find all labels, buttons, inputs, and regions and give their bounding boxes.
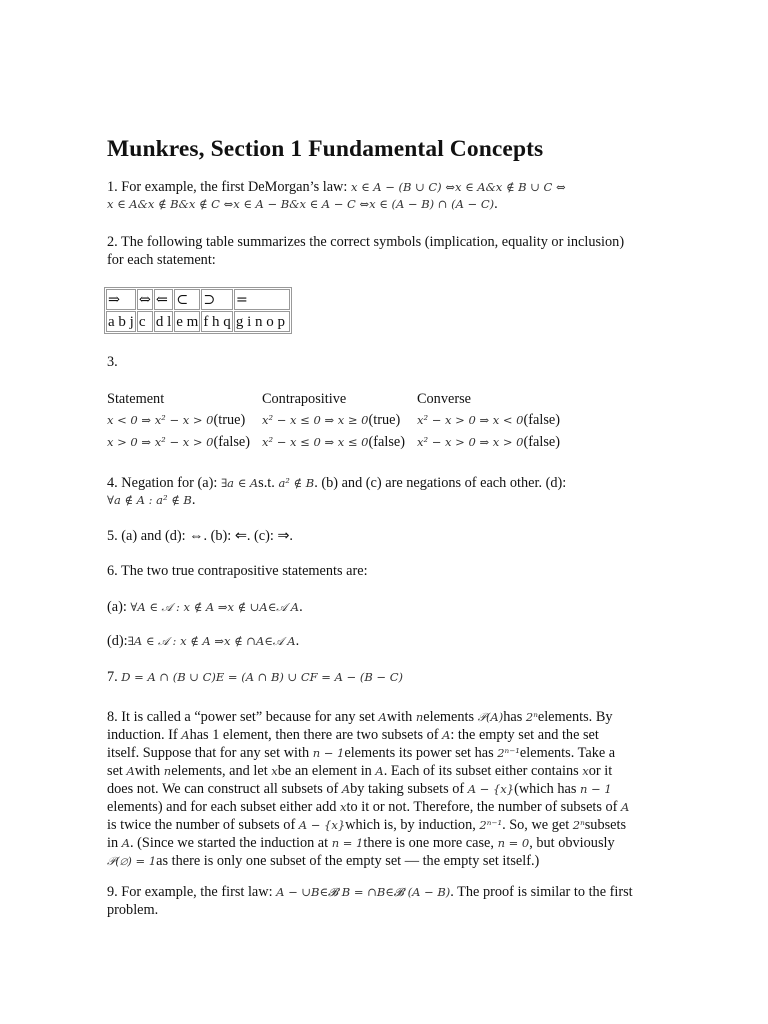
paragraph-8-text: elements xyxy=(423,709,478,725)
contrapositive-row-2 xyxy=(262,434,405,451)
converse-row-2 xyxy=(417,434,560,451)
truth-value: (false) xyxy=(368,434,406,450)
contrapositive-formula: x² − x ≤ 0 ⇒ x ≤ 0 xyxy=(262,435,369,449)
table-cell: g i n o p xyxy=(234,311,290,332)
paragraph-8-text: elements. By xyxy=(537,709,613,725)
paragraph-8-text: . So, we get xyxy=(502,817,573,833)
inline-math: 2ⁿ xyxy=(525,710,538,724)
inline-math: A − {x} xyxy=(467,782,515,796)
item-label: (d): xyxy=(107,633,128,649)
negation-formula-d: ∀a ∉ A : a² ∉ B xyxy=(107,493,192,507)
paragraph-8-line xyxy=(107,834,615,852)
table-header-cell: ⊂ xyxy=(174,289,200,310)
table-header-cell: ⇐ xyxy=(154,289,173,310)
paragraph-8-text: subsets xyxy=(584,817,627,833)
paragraph-8-text: there is one more case, xyxy=(363,835,498,851)
contrapositive-formula: x² − x ≤ 0 ⇒ x ≥ 0 xyxy=(262,413,369,427)
inline-math: 2ⁿ⁻¹ xyxy=(479,818,503,832)
truth-value: (false) xyxy=(523,434,561,450)
inline-math: A xyxy=(442,728,451,742)
paragraph-8-text: (which has xyxy=(514,781,580,797)
truth-value: (false) xyxy=(213,434,251,450)
inline-math: n − 1 xyxy=(312,746,345,760)
table-cell: a b j xyxy=(106,311,136,332)
contrapositive-a-formula: ∀A ∈ 𝒜 : x ∉ A ⇒x ∉ ∪A∈𝒜 A xyxy=(130,600,300,614)
paragraph-8-text: in xyxy=(107,835,122,851)
paragraph-9-line-2: problem. xyxy=(107,902,159,918)
paragraph-8-text: . (Since we started the induction at xyxy=(130,835,332,851)
converse-formula: x² − x > 0 ⇒ x < 0 xyxy=(417,413,524,427)
inline-math: n = 1 xyxy=(331,836,364,850)
paragraph-8-text: which is, by induction, xyxy=(345,817,480,833)
paragraph-8-text: or it xyxy=(588,763,613,779)
inline-math: n − 1 xyxy=(580,782,612,796)
truth-value: (false) xyxy=(523,412,561,428)
paragraph-8-text: . Each of its subset either contains xyxy=(383,763,583,779)
paragraph-4-line-2 xyxy=(107,491,195,509)
table-header-cell: ⇔ xyxy=(137,289,153,310)
inline-math: x xyxy=(582,764,589,778)
table-header-cell: = xyxy=(234,289,290,310)
statement-formula: x > 0 ⇒ x² − x > 0 xyxy=(107,435,214,449)
inline-math: A xyxy=(181,728,190,742)
negation-formula-a-condition: a² ∉ B xyxy=(278,476,315,490)
paragraph-1-text: 1. For example, the first DeMorgan’s law: xyxy=(107,179,351,195)
paragraph-8-text: by taking subsets of xyxy=(350,781,468,797)
paragraph-4-text: s.t. xyxy=(258,475,279,491)
paragraph-8-text: has 1 element, then there are two subsets of xyxy=(189,727,443,743)
page-title: Munkres, Section 1 Fundamental Concepts xyxy=(107,136,544,162)
symbol-table-statement-row xyxy=(106,311,290,332)
first-law-formula: A − ∪B∈𝓑 B = ∩B∈𝓑 (A − B) xyxy=(276,885,451,899)
paragraph-8-text: elements its power set has xyxy=(344,745,498,761)
inline-math: x xyxy=(340,800,347,814)
inline-math: A xyxy=(375,764,384,778)
contrapositive-d xyxy=(107,632,299,650)
statement-formula: x < 0 ⇒ x² − x > 0 xyxy=(107,413,214,427)
paragraph-8-text: set xyxy=(107,763,127,779)
table-header-cell: ⇒ xyxy=(106,289,136,310)
paragraph-4-period: . xyxy=(191,492,196,508)
paragraph-8-text: with xyxy=(386,709,416,725)
paragraph-9-text: 9. For example, the first law: xyxy=(107,884,277,900)
paragraph-4-text: . (b) and (c) are negations of each other. (d): xyxy=(314,475,567,491)
truth-value: (true) xyxy=(213,412,246,428)
paragraph-8-text: to it or not. Therefore, the number of subsets of xyxy=(346,799,622,815)
set-definitions-formula: D = A ∩ (B ∪ C)E = (A ∩ B) ∪ CF = A − (B − C) xyxy=(121,670,403,684)
paragraph-8-line xyxy=(107,726,599,744)
paragraph-2-line-2: for each statement: xyxy=(107,252,216,268)
paragraph-8-text: as there is only one subset of the empty set — the empty set itself.) xyxy=(156,853,540,869)
table-cell: f h q xyxy=(201,311,233,332)
inline-math: x xyxy=(271,764,278,778)
inline-math: n = 0 xyxy=(497,836,530,850)
paragraph-8-line xyxy=(107,762,612,780)
paragraph-6-line: 6. The two true contrapositive statements are: xyxy=(107,563,368,579)
paragraph-2-line-1: 2. The following table summarizes the correct symbols (implication, equality or inclusion) xyxy=(107,234,625,250)
item-period: . xyxy=(295,633,300,649)
statement-row-1 xyxy=(107,412,245,429)
paragraph-1-line-1 xyxy=(107,178,566,196)
paragraph-8-line xyxy=(107,852,539,870)
paragraph-8-text: elements, and let xyxy=(171,763,272,779)
inline-math: 2ⁿ⁻¹ xyxy=(497,746,520,760)
inline-math: 𝒫(A) xyxy=(477,710,504,724)
inline-math: A xyxy=(121,836,131,850)
paragraph-3-number: 3. xyxy=(107,354,118,370)
table-cell: e m xyxy=(174,311,200,332)
contrapositive-row-1 xyxy=(262,412,400,429)
paragraph-7 xyxy=(107,668,403,686)
paragraph-9-line-1 xyxy=(107,883,633,901)
paragraph-8-line xyxy=(107,816,626,834)
converse-row-1 xyxy=(417,412,560,429)
symbol-table-header-row xyxy=(106,289,290,310)
contrapositive-a xyxy=(107,598,303,616)
negation-formula-a: ∃a ∈ A xyxy=(220,476,259,490)
paragraph-4-line-1 xyxy=(107,474,566,492)
inline-math: 2ⁿ xyxy=(572,818,585,832)
paragraph-8-line xyxy=(107,708,613,726)
column-header-contrapositive: Contrapositive xyxy=(262,391,347,407)
paragraph-8-text: , but obviously xyxy=(529,835,615,851)
contrapositive-d-formula: ∃A ∈ 𝒜 : x ∉ A ⇒x ∉ ∩A∈𝒜 A xyxy=(127,634,296,648)
item-period: . xyxy=(299,599,303,615)
paragraph-8-text: be an element in xyxy=(277,763,376,779)
paragraph-8-text: is twice the number of subsets of xyxy=(107,817,299,833)
paragraph-4-text: 4. Negation for (a): xyxy=(107,475,221,491)
inline-math: A xyxy=(341,782,351,796)
inline-math: n xyxy=(415,710,424,724)
statement-row-2 xyxy=(107,434,250,451)
inline-math: 𝒫(∅) = 1 xyxy=(107,854,157,868)
truth-value: (true) xyxy=(368,412,401,428)
paragraph-1-line-2 xyxy=(107,195,498,213)
column-header-converse: Converse xyxy=(417,391,471,407)
inline-math: A − {x} xyxy=(298,818,346,832)
paragraph-8-text: has xyxy=(503,709,526,725)
paragraph-8-text: : the empty set and the set xyxy=(450,727,599,743)
demorgan-formula-part-2: x ∈ A&x ∉ B&x ∉ C ⇔x ∈ A − B&x ∈ A − C ⇔x ∈ (A − B) ∩ (A − C) xyxy=(107,197,495,211)
paragraph-8-text: does not. We can construct all subsets of xyxy=(107,781,342,797)
paragraph-8-line xyxy=(107,744,615,762)
paragraph-8-text: induction. If xyxy=(107,727,182,743)
table-cell: d l xyxy=(154,311,173,332)
paragraph-8-text: 8. It is called a “power set” because for any set xyxy=(107,709,379,725)
item-label: (a): xyxy=(107,599,131,615)
table-cell: c xyxy=(137,311,153,332)
paragraph-8-text: itself. Suppose that for any set with xyxy=(107,745,313,761)
paragraph-5: 5. (a) and (d): ⇔. (b): ⇐. (c): ⇒. xyxy=(107,528,293,544)
table-header-cell: ⊃ xyxy=(201,289,233,310)
inline-math: A xyxy=(378,710,387,724)
inline-math: A xyxy=(621,800,630,814)
paragraph-8-line xyxy=(107,780,612,798)
paragraph-7-number: 7. xyxy=(107,669,122,685)
paragraph-8-text: elements. Take a xyxy=(519,745,616,761)
inline-math: n xyxy=(163,764,172,778)
paragraph-8-line xyxy=(107,798,629,816)
symbol-table xyxy=(104,287,292,334)
paragraph-8-text: with xyxy=(134,763,164,779)
demorgan-formula-part-1: x ∈ A − (B ∪ C) ⇔x ∈ A&x ∉ B ∪ C ⇔ xyxy=(350,180,566,194)
converse-formula: x² − x > 0 ⇒ x > 0 xyxy=(417,435,524,449)
paragraph-8-text: elements) and for each subset either add xyxy=(107,799,341,815)
inline-math: A xyxy=(126,764,135,778)
paragraph-9-text: . The proof is similar to the first xyxy=(450,884,633,900)
column-header-statement: Statement xyxy=(107,391,165,407)
paragraph-1-period: . xyxy=(494,196,498,212)
